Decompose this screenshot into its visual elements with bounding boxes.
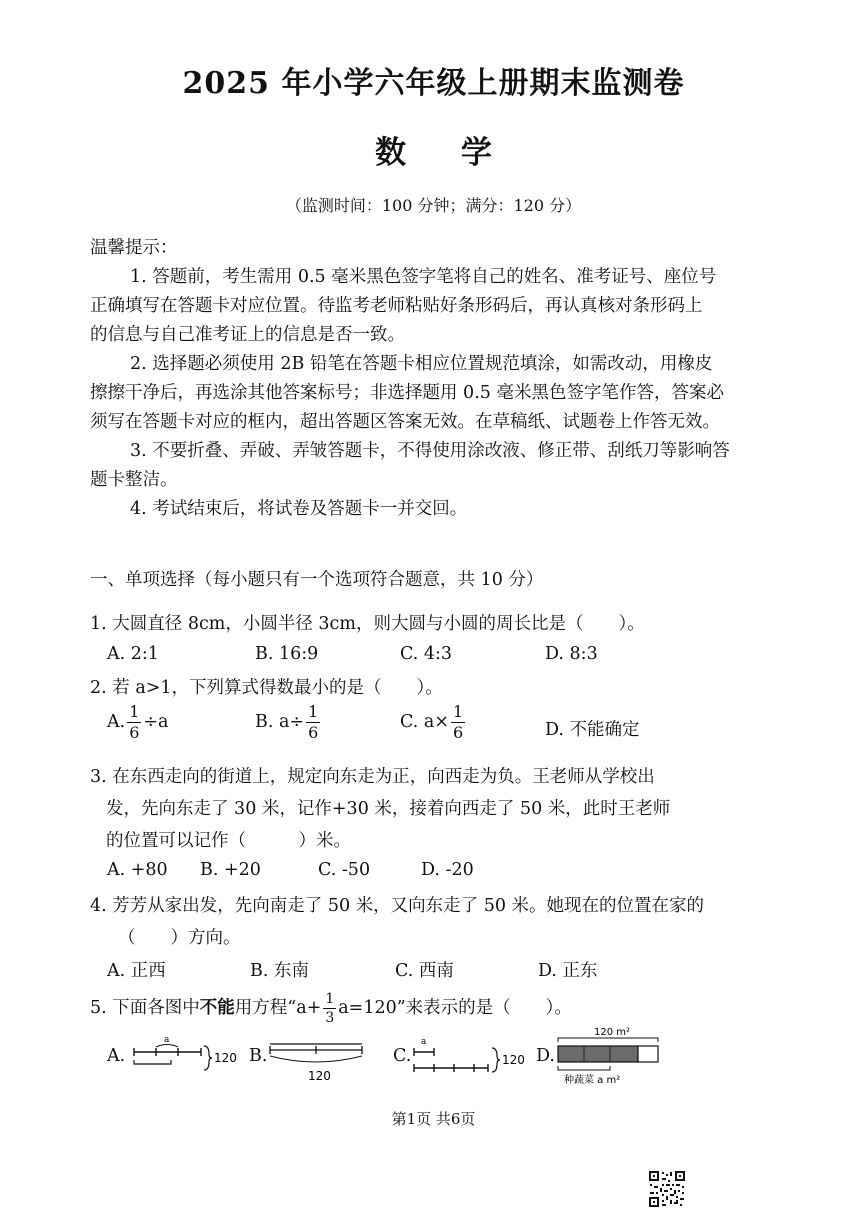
tip-line: 4. 考试结束后，将试卷及答题卡一并交回。 <box>130 499 468 519</box>
q1-option-a: A. 2:1 <box>107 644 159 664</box>
tip-line: 正确填写在答题卡对应位置。待监考老师粘贴好条形码后，再认真核对条形码上 <box>90 296 703 316</box>
question-4-line: 4. 芳芳从家出发，先向南走了 50 米，又向东走了 50 米。她现在的位置在家的 <box>90 896 705 916</box>
q3-option-a: A. +80 <box>107 860 168 880</box>
exam-title: 2025 年小学六年级上册期末监测卷 <box>182 66 685 101</box>
diagram-label: 120 m² <box>594 1027 631 1038</box>
diagram-label: 120 <box>308 1069 331 1083</box>
q1-option-c: C. 4:3 <box>400 644 453 664</box>
q4-option-a: A. 正西 <box>107 961 166 981</box>
q2-option-d: D. 不能确定 <box>545 720 640 740</box>
q5-diagram-c <box>410 1034 525 1078</box>
q5-diagram-b <box>266 1034 376 1084</box>
diagram-label: 种蔬菜 a m² <box>564 1075 621 1086</box>
exam-time-info: （监测时间：100 分钟；满分：120 分） <box>285 196 582 215</box>
tip-line: 须写在答题卡对应的框内，超出答题区答案无效。在草稿纸、试题卷上作答无效。 <box>90 412 720 432</box>
q1-option-b: B. 16:9 <box>255 644 319 664</box>
tip-line: 1. 答题前，考生需用 0.5 毫米黑色签字笔将自己的姓名、准考证号、座位号 <box>130 267 717 287</box>
tip-line: 的信息与自己准考证上的信息是否一致。 <box>90 325 405 345</box>
fraction: $\frac{1}{6}$ <box>453 702 464 742</box>
fraction: $\frac{1}{3}$ <box>325 991 335 1026</box>
tips-heading: 温馨提示： <box>90 238 178 258</box>
q3-option-c: C. -50 <box>318 860 371 880</box>
tip-line: 2. 选择题必须使用 2B 铅笔在答题卡相应位置规范填涂，如需改动，用橡皮 <box>130 354 713 374</box>
q5-option-b-label: B. <box>249 1046 268 1066</box>
question-3-line: 3. 在东西走向的街道上，规定向东走为正，向西走为负。王老师从学校出 <box>90 767 655 787</box>
q1-option-d: D. 8:3 <box>545 644 598 664</box>
question-1: 1. 大圆直径 8cm，小圆半径 3cm，则大圆与小圆的周长比是（ ）。 <box>90 614 645 634</box>
question-5: 5. 下面各图中不能用方程“a+ $\frac{1}{3}$ a=120”来表示的是（ ）。 <box>90 991 572 1026</box>
q4-option-d: D. 正东 <box>538 961 598 981</box>
q3-option-b: B. +20 <box>200 860 261 880</box>
q5-option-c-label: C. <box>393 1046 412 1066</box>
qr-code-icon <box>648 1170 686 1208</box>
question-3-line: 发，先向东走了 30 米，记作+30 米，接着向西走了 50 米，此时王老师 <box>106 799 671 819</box>
q5-option-d-label: D. <box>536 1046 555 1066</box>
q2-option-a: A. $\frac{1}{6}$ ÷a <box>107 702 169 742</box>
tip-line: 题卡整洁。 <box>90 470 178 490</box>
q3-option-d: D. -20 <box>421 860 474 880</box>
question-2: 2. 若 a>1，下列算式得数最小的是（ ）。 <box>90 678 443 698</box>
q5-diagram-a <box>126 1034 236 1074</box>
q2-option-c: C. a× $\frac{1}{6}$ <box>400 702 464 742</box>
q5-option-a-label: A. <box>107 1046 126 1066</box>
diagram-label: a <box>421 1037 427 1047</box>
question-4-line: （ ）方向。 <box>118 928 241 948</box>
page-number: 第1页 共6页 <box>391 1110 476 1128</box>
fraction: $\frac{1}{6}$ <box>129 702 140 742</box>
diagram-label: 120 <box>502 1053 525 1067</box>
q4-option-b: B. 东南 <box>250 961 309 981</box>
subject-title: 数 学 <box>375 135 514 171</box>
fraction: $\frac{1}{6}$ <box>308 702 319 742</box>
diagram-label: a <box>164 1035 170 1045</box>
section-heading: 一、单项选择（每小题只有一个选项符合题意，共 10 分） <box>90 570 544 590</box>
q2-option-b: B. a÷ $\frac{1}{6}$ <box>255 702 319 742</box>
q4-option-c: C. 西南 <box>395 961 454 981</box>
tip-line: 3. 不要折叠、弄破、弄皱答题卡，不得使用涂改液、修正带、刮纸刀等影响答 <box>130 441 730 461</box>
diagram-label: 120 <box>214 1051 237 1065</box>
tip-line: 擦擦干净后，再选涂其他答案标号；非选择题用 0.5 毫米黑色签字笔作答，答案必 <box>90 383 724 403</box>
q5-diagram-d <box>554 1026 666 1088</box>
question-3-line: 的位置可以记作（ ）米。 <box>106 831 351 851</box>
